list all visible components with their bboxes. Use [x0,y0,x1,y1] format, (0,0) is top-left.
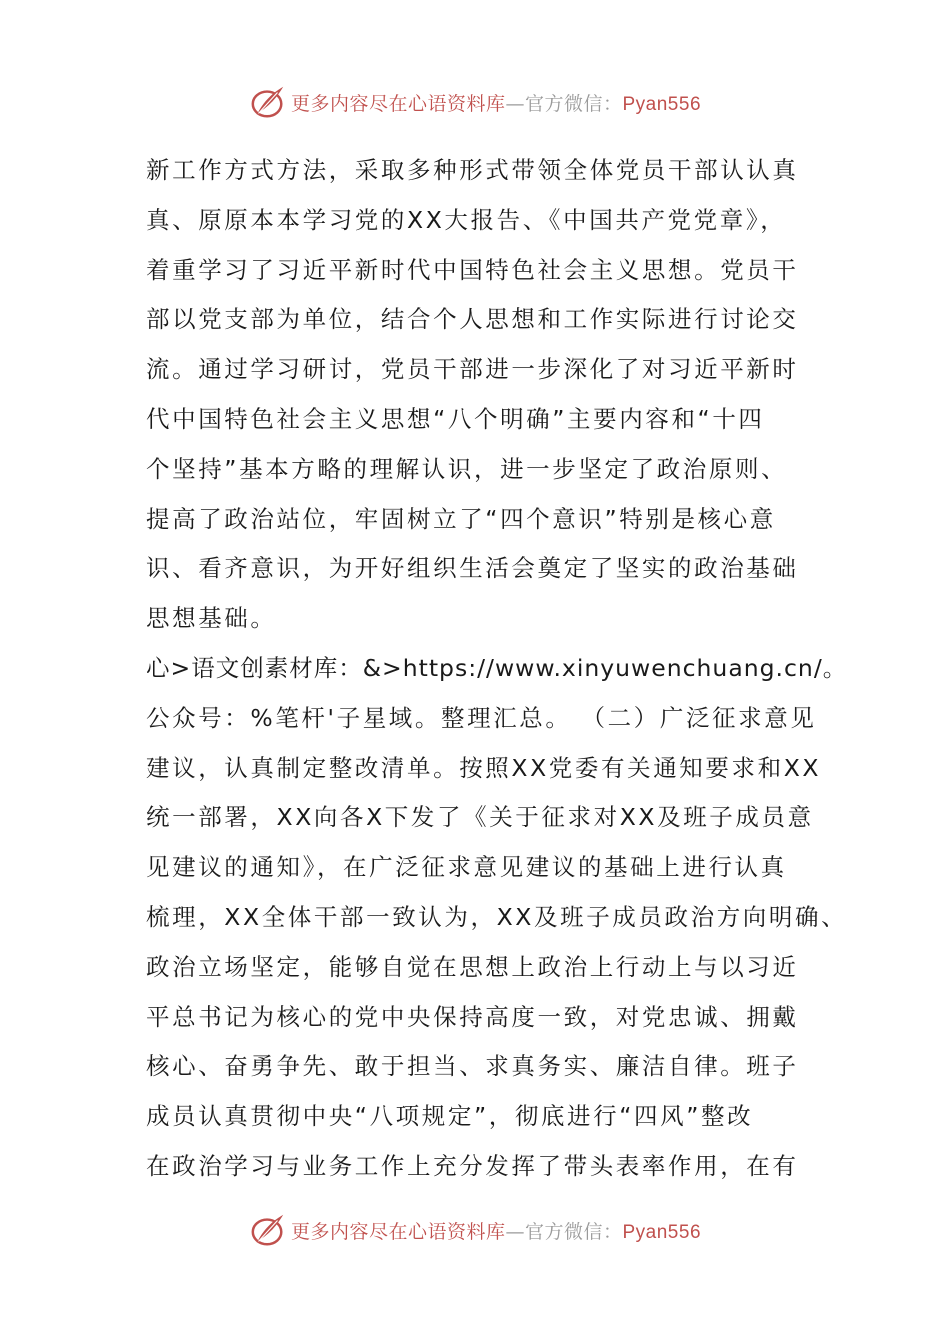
text-line: 流。通过学习研讨，党员干部进一步深化了对习近平新时 [146,355,799,384]
watermark-text: 更多内容尽在心语资料库—官方微信：Pyan556 [290,1220,702,1243]
text-line: 真、原原本本学习党的XX大报告、《中国共产党党章》， [146,205,787,234]
text-line: 思想基础。 [146,604,277,633]
text-line: 政治立场坚定，能够自觉在思想上政治上行动上与以习近 [146,952,799,981]
text-line: 梳理，XX全体干部一致认为，XX及班子成员政治方向明确、 [146,902,848,931]
footer-watermark [0,1210,950,1250]
text-line: 心>语文创素材库：&>https://www.xinyuwenchuang.cn/。 [146,653,848,682]
watermark-text: 更多内容尽在心语资料库—官方微信：Pyan556 [290,92,702,115]
text-line: 平总书记为核心的党中央保持高度一致，对党忠诚、拥戴 [146,1002,799,1031]
text-line: 核心、奋勇争先、敢于担当、求真务实、廉洁自律。班子 [146,1052,799,1081]
text-line: 部以党支部为单位，结合个人思想和工作实际进行讨论交 [146,305,799,334]
header-watermark [0,82,950,122]
text-line: 个坚持”基本方略的理解认识，进一步坚定了政治原则、 [146,454,788,483]
text-line: 建议，认真制定整改清单。按照XX党委有关通知要求和XX [146,753,822,782]
text-line: 公众号：%笔杆'子星域。整理汇总。 （二）广泛征求意见 [146,703,817,732]
text-line: 在政治学习与业务工作上充分发挥了带头表率作用，在有 [146,1151,799,1180]
text-line: 成员认真贯彻中央“八项规定”，彻底进行“四风”整改 [146,1102,754,1131]
text-line: 见建议的通知》，在广泛征求意见建议的基础上进行认真 [146,853,787,882]
text-line: 提高了政治站位，牢固树立了“四个意识”特别是核心意 [146,504,776,533]
document-body [146,146,848,1192]
text-line: 新工作方式方法，采取多种形式带领全体党员干部认认真 [146,156,799,184]
text-line: 统一部署，XX向各X下发了《关于征求对XX及班子成员意 [146,803,814,832]
quill-pen-logo-icon [249,1211,287,1249]
text-line: 识、看齐意识，为开好组织生活会奠定了坚实的政治基础 [146,554,799,583]
text-line: 着重学习了习近平新时代中国特色社会主义思想。党员干 [146,255,799,284]
text-line: 代中国特色社会主义思想“八个明确”主要内容和“十四 [146,404,765,433]
quill-pen-logo-icon [249,83,287,121]
